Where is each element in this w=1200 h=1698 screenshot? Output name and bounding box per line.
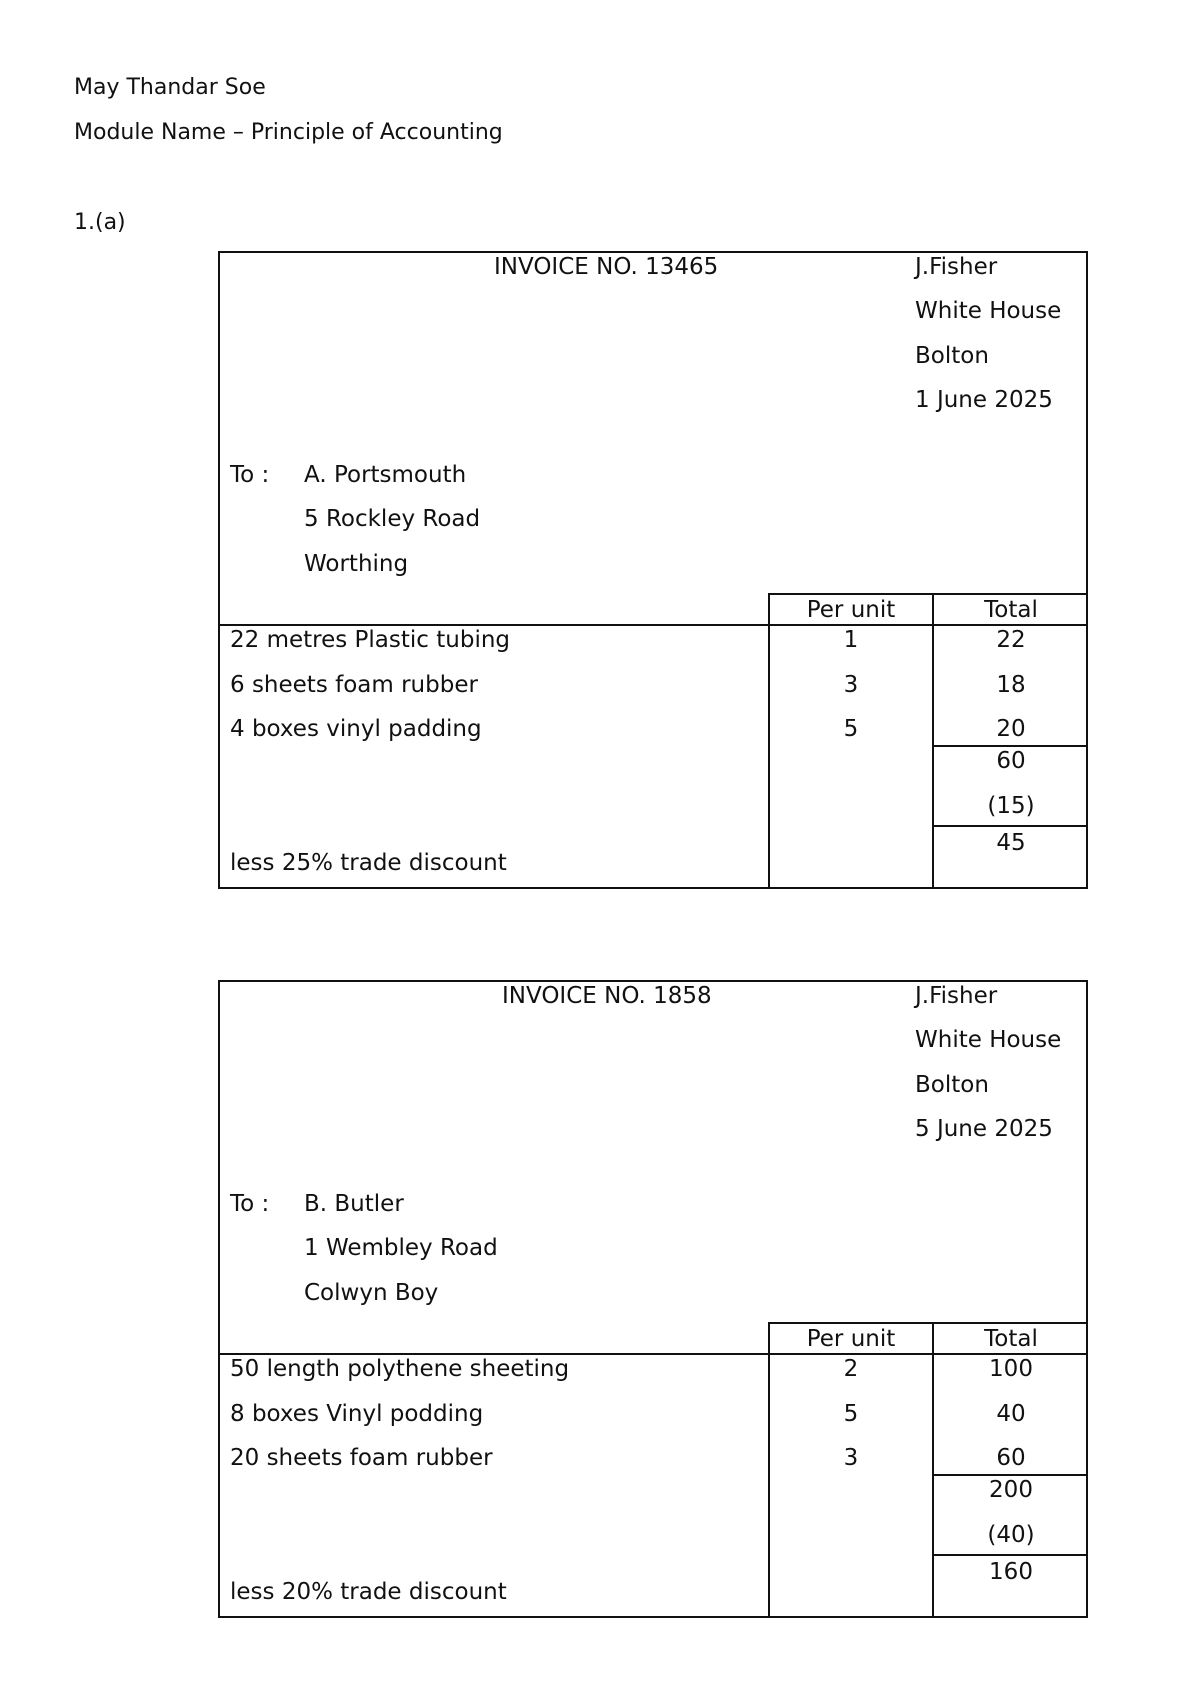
line-item-description: 50 length polythene sheeting	[230, 1356, 570, 1382]
invoice-title: INVOICE NO. 13465	[494, 254, 719, 280]
column-header-total: Total	[984, 597, 1038, 623]
invoice-date: 5 June 2025	[915, 1116, 1053, 1142]
line-item-unit-price: 2	[843, 1356, 859, 1382]
net-total-value: 45	[996, 830, 1026, 856]
discount-value: (15)	[987, 793, 1035, 819]
buyer-address-line-1: 1 Wembley Road	[304, 1235, 498, 1261]
subtotal-value: 200	[989, 1477, 1033, 1503]
line-item-total: 40	[996, 1401, 1026, 1427]
line-item-description: 20 sheets foam rubber	[230, 1445, 493, 1471]
seller-address-line-2: Bolton	[915, 1072, 989, 1098]
header-top-rule	[768, 1322, 1088, 1324]
invoice-title: INVOICE NO. 1858	[502, 983, 712, 1009]
question-number: 1.(a)	[74, 210, 126, 235]
line-item-description: 8 boxes Vinyl podding	[230, 1401, 484, 1427]
author-name: May Thandar Soe	[74, 75, 266, 100]
net-rule	[932, 1554, 1088, 1556]
line-item-unit-price: 3	[843, 1445, 859, 1471]
net-rule	[932, 825, 1088, 827]
column-header-per-unit: Per unit	[806, 1326, 896, 1352]
column-header-per-unit: Per unit	[806, 597, 896, 623]
net-total-value: 160	[989, 1559, 1033, 1585]
line-item-unit-price: 5	[843, 1401, 859, 1427]
line-item-total: 22	[996, 627, 1026, 653]
invoice-date: 1 June 2025	[915, 387, 1053, 413]
line-item-total: 60	[996, 1445, 1026, 1471]
to-label: To :	[230, 1191, 270, 1217]
line-item-total: 20	[996, 716, 1026, 742]
line-item-unit-price: 1	[843, 627, 859, 653]
line-item-description: 22 metres Plastic tubing	[230, 627, 511, 653]
to-label: To :	[230, 462, 270, 488]
header-top-rule	[768, 593, 1088, 595]
line-item-unit-price: 3	[843, 672, 859, 698]
discount-label: less 25% trade discount	[230, 850, 507, 876]
seller-address-line-1: White House	[915, 298, 1062, 324]
buyer-name: B. Butler	[304, 1191, 404, 1217]
line-item-description: 4 boxes vinyl padding	[230, 716, 482, 742]
discount-label: less 20% trade discount	[230, 1579, 507, 1605]
seller-name: J.Fisher	[915, 983, 998, 1009]
seller-name: J.Fisher	[915, 254, 998, 280]
line-item-unit-price: 5	[843, 716, 859, 742]
invoice-2	[218, 980, 1088, 1618]
column-header-total: Total	[984, 1326, 1038, 1352]
module-name: Module Name – Principle of Accounting	[74, 120, 503, 145]
discount-value: (40)	[987, 1522, 1035, 1548]
buyer-address-line-2: Colwyn Boy	[304, 1280, 439, 1306]
seller-address-line-2: Bolton	[915, 343, 989, 369]
buyer-address-line-1: 5 Rockley Road	[304, 506, 481, 532]
invoice-1	[218, 251, 1088, 889]
buyer-address-line-2: Worthing	[304, 551, 409, 577]
subtotal-value: 60	[996, 748, 1026, 774]
line-item-total: 100	[989, 1356, 1033, 1382]
buyer-name: A. Portsmouth	[304, 462, 467, 488]
line-item-description: 6 sheets foam rubber	[230, 672, 478, 698]
line-item-total: 18	[996, 672, 1026, 698]
seller-address-line-1: White House	[915, 1027, 1062, 1053]
